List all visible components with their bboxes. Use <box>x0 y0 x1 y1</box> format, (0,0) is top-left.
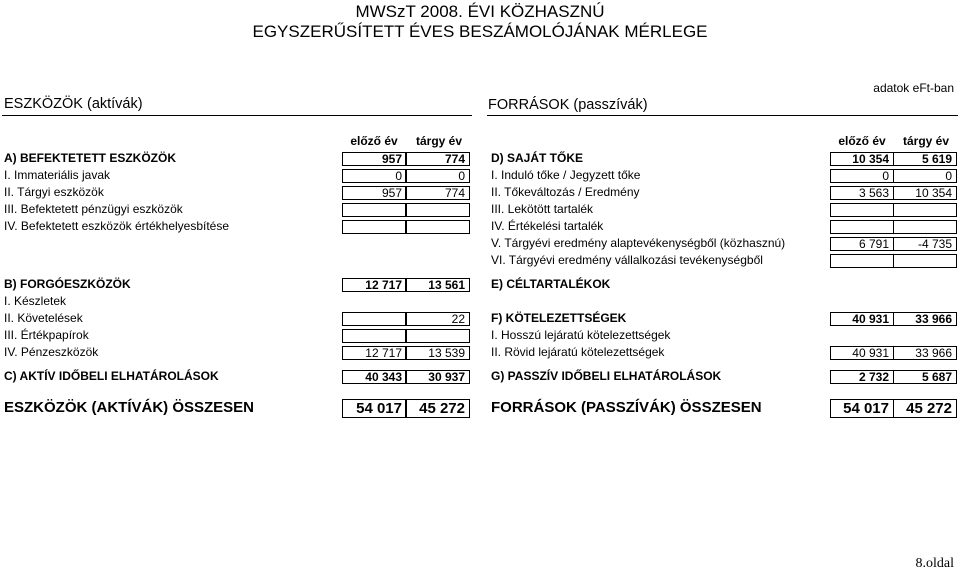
liabilities-row-label-profit-business-activity: VI. Tárgyévi eredmény vállalkozási tevékenységből <box>491 253 763 267</box>
liabilities-value-prev-valuation-reserve <box>830 220 894 234</box>
liabilities-row-label-section-g: G) PASSZÍV IDŐBELI ELHATÁROLÁSOK <box>491 369 722 383</box>
liabilities-value-curr-section-d: 5 619 <box>893 152 957 166</box>
liabilities-row-label-valuation-reserve: IV. Értékelési tartalék <box>491 219 604 233</box>
liabilities-row-label-short-term-liabilities: II. Rövid lejáratú kötelezettségek <box>491 345 665 359</box>
assets-row-label-cash: IV. Pénzeszközök <box>4 345 99 359</box>
liabilities-row-label-long-term-liabilities: I. Hosszú lejáratú kötelezettségek <box>491 328 671 342</box>
liabilities-header: FORRÁSOK (passzívák) <box>488 97 648 113</box>
liabilities-row-label-capital-change: II. Tőkeváltozás / Eredmény <box>491 185 640 199</box>
liabilities-value-curr-section-f: 33 966 <box>893 312 957 326</box>
assets-value-prev-section-c: 40 343 <box>342 370 407 384</box>
assets-row-label-tangible-assets: II. Tárgyi eszközök <box>4 185 104 199</box>
assets-header: ESZKÖZÖK (aktívák) <box>4 96 143 112</box>
liabilities-header-rule <box>487 115 958 116</box>
assets-value-prev-investment-revaluation <box>342 220 407 234</box>
assets-col-prev: előző év <box>350 134 398 148</box>
liabilities-total-prev: 54 017 <box>830 399 894 418</box>
assets-row-label-intangible-assets: I. Immateriális javak <box>4 168 111 182</box>
assets-value-curr-section-a: 774 <box>405 152 470 166</box>
liabilities-value-curr-capital-change: 10 354 <box>893 186 957 200</box>
assets-row-label-receivables: II. Követelések <box>4 311 83 325</box>
liabilities-total-label: FORRÁSOK (PASSZÍVÁK) ÖSSZESEN <box>491 399 762 416</box>
liabilities-value-prev-section-d: 10 354 <box>830 152 894 166</box>
liabilities-value-prev-profit-core-activity: 6 791 <box>830 237 894 251</box>
assets-row-label-section-c: C) AKTÍV IDŐBELI ELHATÁROLÁSOK <box>4 369 219 383</box>
assets-value-prev-tangible-assets: 957 <box>342 186 407 200</box>
liabilities-row-label-initial-capital: I. Induló tőke / Jegyzett tőke <box>491 168 641 182</box>
liabilities-value-prev-initial-capital: 0 <box>830 169 894 183</box>
liabilities-col-prev: előző év <box>838 134 886 148</box>
liabilities-value-curr-section-g: 5 687 <box>893 370 957 384</box>
assets-row-label-securities: III. Értékpapírok <box>4 328 89 342</box>
assets-col-curr: tárgy év <box>415 134 463 148</box>
page-number: 8.oldal <box>915 556 954 571</box>
liabilities-value-curr-valuation-reserve <box>893 220 957 234</box>
assets-value-prev-section-a: 957 <box>342 152 407 166</box>
assets-value-prev-intangible-assets: 0 <box>342 169 407 183</box>
title-line-1: MWSzT 2008. ÉVI KÖZHASZNÚ <box>355 2 605 21</box>
assets-value-prev-cash: 12 717 <box>342 346 407 360</box>
assets-row-label-financial-investments: III. Befektetett pénzügyi eszközök <box>4 202 183 216</box>
assets-total-label: ESZKÖZÖK (AKTÍVÁK) ÖSSZESEN <box>4 399 255 416</box>
assets-total-prev: 54 017 <box>342 399 407 418</box>
liabilities-value-curr-profit-business-activity <box>893 254 957 268</box>
assets-value-curr-intangible-assets: 0 <box>405 169 470 183</box>
liabilities-total-curr: 45 272 <box>893 399 957 418</box>
assets-header-rule <box>2 115 472 116</box>
assets-value-curr-investment-revaluation <box>405 220 470 234</box>
liabilities-value-curr-initial-capital: 0 <box>893 169 957 183</box>
assets-row-label-investment-revaluation: IV. Befektetett eszközök értékhelyesbítése <box>4 219 230 233</box>
liabilities-value-prev-short-term-liabilities: 40 931 <box>830 346 894 360</box>
liabilities-col-curr: tárgy év <box>902 134 950 148</box>
assets-value-curr-tangible-assets: 774 <box>405 186 470 200</box>
assets-total-curr: 45 272 <box>405 399 470 418</box>
assets-value-prev-securities <box>342 329 407 343</box>
unit-note: adatok eFt-ban <box>873 81 954 95</box>
assets-value-curr-securities <box>405 329 470 343</box>
assets-value-curr-section-c: 30 937 <box>405 370 470 384</box>
liabilities-value-prev-section-f: 40 931 <box>830 312 894 326</box>
liabilities-row-label-section-f: F) KÖTELEZETTSÉGEK <box>491 311 627 325</box>
assets-value-prev-financial-investments <box>342 203 407 217</box>
liabilities-row-label-tied-reserve: III. Lekötött tartalék <box>491 202 594 216</box>
title-line-2: EGYSZERŰSÍTETT ÉVES BESZÁMOLÓJÁNAK MÉRLEGE <box>252 22 708 41</box>
assets-value-curr-cash: 13 539 <box>405 346 470 360</box>
liabilities-value-prev-section-g: 2 732 <box>830 370 894 384</box>
assets-value-prev-receivables <box>342 312 407 326</box>
liabilities-row-label-profit-core-activity: V. Tárgyévi eredmény alaptevékenységből (közhasznú) <box>491 236 786 250</box>
assets-row-label-inventories: I. Készletek <box>4 294 67 308</box>
assets-value-curr-financial-investments <box>405 203 470 217</box>
liabilities-value-curr-profit-core-activity: -4 735 <box>893 237 957 251</box>
assets-value-curr-section-b: 13 561 <box>405 278 470 292</box>
assets-row-label-section-a: A) BEFEKTETETT ESZKÖZÖK <box>4 151 176 165</box>
liabilities-row-label-section-d: D) SAJÁT TŐKE <box>491 151 584 165</box>
liabilities-value-curr-tied-reserve <box>893 203 957 217</box>
liabilities-value-curr-short-term-liabilities: 33 966 <box>893 346 957 360</box>
liabilities-value-prev-capital-change: 3 563 <box>830 186 894 200</box>
liabilities-row-label-section-e: E) CÉLTARTALÉKOK <box>491 277 611 291</box>
liabilities-value-prev-profit-business-activity <box>830 254 894 268</box>
assets-row-label-section-b: B) FORGÓESZKÖZÖK <box>4 277 131 291</box>
assets-value-curr-receivables: 22 <box>405 312 470 326</box>
liabilities-value-prev-tied-reserve <box>830 203 894 217</box>
assets-value-prev-section-b: 12 717 <box>342 278 407 292</box>
